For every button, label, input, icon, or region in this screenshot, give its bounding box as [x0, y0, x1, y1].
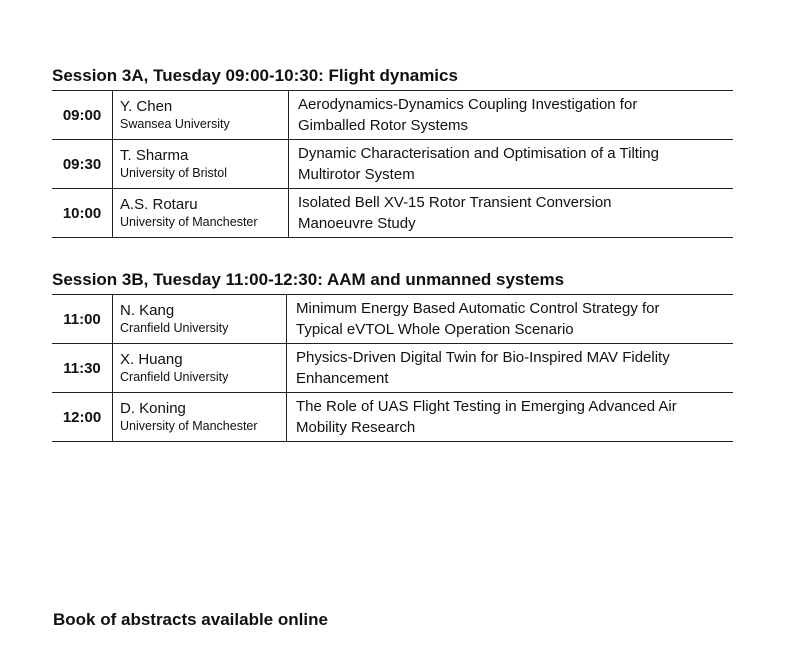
session-title: Session 3A, Tuesday 09:00-10:30: Flight dynamics — [52, 66, 458, 85]
talk-time: 09:00 — [52, 91, 113, 140]
talk-title-line: Aerodynamics-Dynamics Coupling Investigation for — [298, 96, 638, 113]
talk-title-line: Gimballed Rotor Systems — [298, 117, 469, 134]
talk-time: 11:00 — [52, 295, 113, 344]
abstracts-note: Book of abstracts available online — [53, 610, 328, 629]
schedule-table — [52, 294, 733, 442]
session-title: Session 3B, Tuesday 11:00-12:30: AAM and unmanned systems — [52, 270, 565, 289]
speaker-institution: University of Manchester — [120, 419, 258, 433]
speaker-institution: Cranfield University — [120, 370, 229, 384]
talk-time: 10:00 — [52, 189, 113, 238]
speaker-institution: Cranfield University — [120, 321, 229, 335]
session-3b — [52, 270, 733, 442]
talk-title-line: Dynamic Characterisation and Optimisation of a Tilting — [298, 145, 659, 162]
talk-time: 09:30 — [52, 140, 113, 189]
talk-title — [287, 393, 734, 442]
speaker-name: T. Sharma — [120, 147, 189, 164]
talk-title-line: The Role of UAS Flight Testing in Emerging Advanced Air — [296, 398, 677, 415]
speaker-name: D. Koning — [120, 400, 186, 417]
speaker-cell — [113, 393, 287, 442]
speaker-cell — [113, 189, 289, 238]
talk-title — [287, 295, 734, 344]
table-row — [52, 393, 733, 442]
table-row — [52, 189, 733, 238]
speaker-cell — [113, 295, 287, 344]
table-row — [52, 140, 733, 189]
talk-title-line: Physics-Driven Digital Twin for Bio-Inspired MAV Fidelity — [296, 349, 670, 366]
speaker-institution: Swansea University — [120, 117, 230, 131]
talk-time: 12:00 — [52, 393, 113, 442]
table-row — [52, 295, 733, 344]
talk-title — [289, 91, 734, 140]
talk-title-line: Minimum Energy Based Automatic Control Strategy for — [296, 300, 660, 317]
speaker-name: X. Huang — [120, 351, 183, 368]
speaker-cell — [113, 140, 289, 189]
talk-title-line: Typical eVTOL Whole Operation Scenario — [296, 321, 574, 338]
talk-title-line: Isolated Bell XV-15 Rotor Transient Conversion — [298, 194, 612, 211]
schedule-table — [52, 90, 733, 238]
speaker-name: A.S. Rotaru — [120, 196, 198, 213]
talk-time: 11:30 — [52, 344, 113, 393]
talk-title — [289, 140, 734, 189]
session-3a — [52, 66, 733, 238]
talk-title — [287, 344, 734, 393]
talk-title — [289, 189, 734, 238]
table-row — [52, 91, 733, 140]
speaker-cell — [113, 344, 287, 393]
speaker-name: N. Kang — [120, 302, 175, 319]
table-row — [52, 344, 733, 393]
speaker-institution: University of Manchester — [120, 215, 258, 229]
speaker-cell — [113, 91, 289, 140]
talk-title-line: Enhancement — [296, 370, 389, 387]
talk-title-line: Manoeuvre Study — [298, 215, 416, 232]
talk-title-line: Mobility Research — [296, 419, 416, 436]
speaker-institution: University of Bristol — [120, 166, 227, 180]
talk-title-line: Multirotor System — [298, 166, 415, 183]
speaker-name: Y. Chen — [120, 98, 173, 115]
